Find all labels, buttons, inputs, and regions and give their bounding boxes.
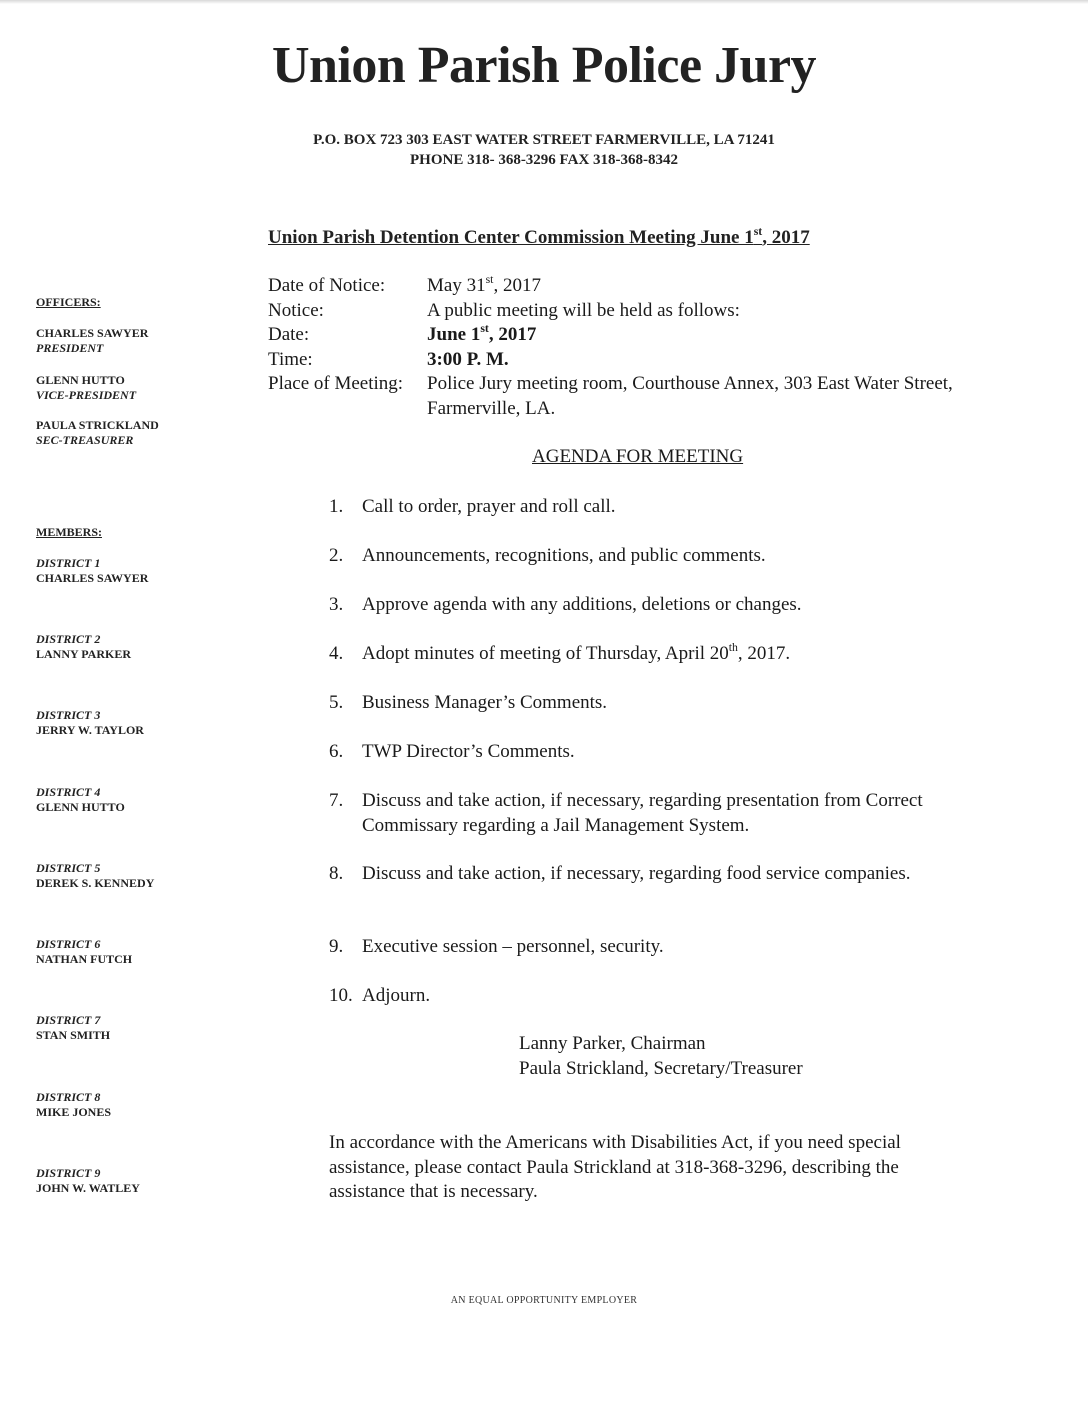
member-district: DISTRICT 6 [36,937,101,951]
agenda-item-number: 8. [329,863,344,884]
agenda-item-number: 9. [329,936,344,957]
member-entry [36,632,131,662]
member-district: DISTRICT 7 [36,1013,101,1027]
agenda-item-text: Approve agenda with any additions, deletions or changes. [362,594,802,615]
notice-row-date-of-notice [268,274,967,299]
members-heading: MEMBERS: [36,525,102,539]
notice-row-time [268,348,967,373]
officer-entry [36,373,136,403]
member-name: DEREK S. KENNEDY [36,876,155,890]
date-value: June 1st, 2017 [427,321,537,345]
agenda-item [329,788,969,838]
notice-value: A public meeting will be held as follows: [427,299,740,321]
agenda-item-text: TWP Director’s Comments. [362,741,575,762]
officer-name: PAULA STRICKLAND [36,418,159,432]
member-name: STAN SMITH [36,1028,111,1042]
agenda-item-text: Adjourn. [362,985,431,1006]
ada-notice: In accordance with the Americans with Disabilities Act, if you need special assistance, please contact Paula Strickland at 318-368-3296, describing the assistance that is necessary. [329,1132,901,1202]
agenda-item [329,543,969,568]
member-district: DISTRICT 2 [36,632,101,646]
scan-edge [0,0,1088,4]
agenda-item-text: Discuss and take action, if necessary, regarding presentation from Correct Commissary regarding a Jail Management System. [362,790,923,836]
agenda-item-number: 1. [329,496,344,517]
officer-name: GLENN HUTTO [36,373,125,387]
member-name: NATHAN FUTCH [36,952,133,966]
agenda-item [329,861,969,886]
officer-entry [36,418,159,448]
officer-name: CHARLES SAWYER [36,326,149,340]
contact-line: PHONE 318- 368-3296 FAX 318-368-8342 [409,152,679,168]
member-entry [36,556,148,586]
meeting-title: Union Parish Detention Center Commission Meeting June 1st, 2017 [268,224,810,248]
secretary-signature: Paula Strickland, Secretary/Treasurer [519,1057,803,1079]
officer-role: SEC-TREASURER [36,433,134,447]
agenda-item-number: 6. [329,741,344,762]
member-district: DISTRICT 3 [36,708,101,722]
member-entry [36,861,154,891]
notice-row-date [268,323,967,348]
notice-row-place [268,372,967,421]
agenda-item-text: Executive session – personnel, security. [362,936,664,957]
agenda-item [329,641,969,666]
officer-role: VICE-PRESIDENT [36,388,137,402]
agenda-item [329,739,969,764]
date-of-notice-value: May 31st, 2017 [427,272,541,296]
agenda-item [329,934,969,959]
member-entry [36,937,132,967]
member-name: CHARLES SAWYER [36,571,149,585]
agenda-item [329,494,969,519]
agenda-item [329,690,969,715]
member-district: DISTRICT 4 [36,785,101,799]
member-entry [36,1090,111,1120]
officer-role: PRESIDENT [36,341,104,355]
agenda-item-text: Business Manager’s Comments. [362,692,608,713]
date-of-notice-label: Date of Notice: [268,275,386,296]
place-label: Place of Meeting: [268,373,404,394]
org-name: Union Parish Police Jury [271,37,817,94]
officer-entry [36,326,148,356]
agenda-item-text: Adopt minutes of meeting of Thursday, April 20th, 2017. [362,640,791,664]
member-name: JERRY W. TAYLOR [36,723,144,737]
footer-eoe: AN EQUAL OPPORTUNITY EMPLOYER [450,1295,638,1306]
notice-label: Notice: [268,299,324,321]
member-entry [36,785,125,815]
member-name: GLENN HUTTO [36,800,125,814]
member-district: DISTRICT 1 [36,556,101,570]
agenda-item-number: 5. [329,692,344,713]
agenda-item-text: Announcements, recognitions, and public comments. [362,545,766,566]
address-line: P.O. BOX 723 303 EAST WATER STREET FARMERVILLE, LA 71241 [313,132,775,148]
member-name: MIKE JONES [36,1105,112,1119]
member-district: DISTRICT 9 [36,1166,101,1180]
member-entry [36,1166,140,1196]
member-name: LANNY PARKER [36,647,131,661]
notice-details [268,274,967,421]
member-entry [36,708,144,738]
agenda-item-text: Discuss and take action, if necessary, regarding food service companies. [362,863,911,884]
member-district: DISTRICT 5 [36,861,101,875]
agenda-item [329,983,969,1008]
place-value: Police Jury meeting room, Courthouse Annex, 303 East Water Street, Farmerville, LA. [427,373,953,419]
date-label: Date: [268,324,310,345]
time-label: Time: [268,348,313,370]
agenda-item-number: 3. [329,594,344,615]
chairman-signature: Lanny Parker, Chairman [519,1033,706,1054]
member-district: DISTRICT 8 [36,1090,101,1104]
agenda-item-number: 7. [329,790,344,811]
time-value: 3:00 P. M. [427,348,509,370]
member-name: JOHN W. WATLEY [36,1181,140,1195]
agenda-item-number: 2. [329,545,344,566]
agenda-item [329,592,969,617]
agenda-heading: AGENDA FOR MEETING [532,446,744,467]
agenda-item-text: Call to order, prayer and roll call. [362,496,616,517]
agenda-item-number: 10. [329,985,353,1006]
officers-heading: OFFICERS: [36,295,101,309]
agenda-item-number: 4. [329,643,344,664]
notice-row-notice [268,299,967,324]
signature-block [519,1032,803,1081]
member-entry [36,1013,110,1043]
